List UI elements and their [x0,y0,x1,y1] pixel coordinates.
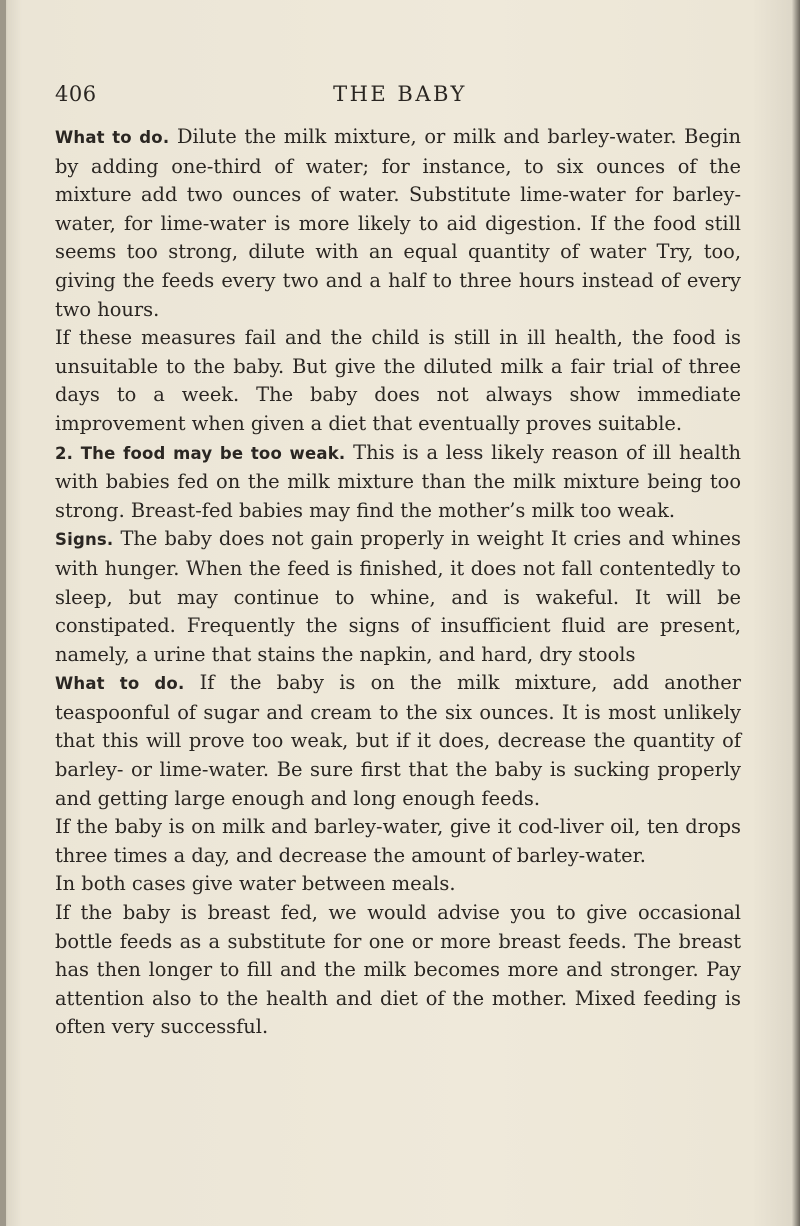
running-head: THE BABY [333,82,467,106]
paragraph-body: If the baby is breast fed, we would advise you to give occasional bottle feeds as a substitute for one or more breast feeds. The breast has then longer to fill and the milk becomes more and stronger. Pay attention also to the health and diet of the mother. Mixed feeding is often very successful. [55,901,741,1039]
paragraph-water-between-meals [55,870,741,899]
paragraph-body: If the baby is on the milk mixture, add another teaspoonful of sugar and cream to the six ounces. It is most unlikely that this will prove too weak, but if it does, decrease the quantity of barley- or lime-water. Be sure first that the baby is sucking properly and getting large enough and long enough feeds. [55,671,742,810]
paragraph-body: In both cases give water between meals. [55,872,456,896]
paragraph-body: If the baby is on milk and barley-water, give it cod-liver oil, ten drops three times a day, and decrease the amount of barley-water. [55,815,741,867]
page-outer-edge [792,0,800,1226]
paragraph-body: The baby does not gain properly in weight It cries and whines with hunger. When the feed is finished, it does not fall contentedly to sleep, but may continue to whine, and is wakeful. It will be constipated. Frequently the signs of insufficient fluid are present, namely, a urine that stains the napkin, and hard, dry stools [55,527,741,666]
page-number: 406 [55,82,97,106]
body-text [55,123,741,1042]
paragraph-cod-liver-oil [55,813,741,870]
paragraph-signs [55,525,741,669]
paragraph-body: This is a less likely reason of ill health with babies fed on the milk mixture than the milk mixture being too strong. Breast-fed babies may find the mother’s milk too weak. [55,440,741,522]
paragraph-what-to-do-1 [55,123,741,324]
paragraph-lead: What to do. [55,128,170,147]
paragraph-lead: Signs. [55,530,114,550]
paragraph-body: If these measures fail and the child is still in ill health, the food is unsuitable to the baby. But give the diluted milk a fair trial of three days to a week. The baby does not always show immediate improvement when given a diet that eventually proves suitable. [55,326,741,435]
paragraph-food-too-weak [55,439,741,526]
page-header [55,82,745,112]
page-binding-edge [0,0,6,1226]
paragraph-measures-fail [55,324,741,438]
paragraph-what-to-do-2 [55,669,741,813]
paragraph-lead: What to do. [55,674,185,694]
paragraph-body: Dilute the milk mixture, or milk and barley-water. Begin by adding one-third of water; for instance, to six ounces of the mixture add two ounces of water. Substitute lime-water for barley-water, for lime-water is more likely to aid digestion. If the food still seems too strong, dilute with an equal quantity of water Try, too, giving the feeds every two and a half to three hours instead of every two hours. [55,125,741,321]
paragraph-lead: 2. The food may be too weak. [55,443,346,463]
paragraph-breast-fed [55,899,741,1042]
